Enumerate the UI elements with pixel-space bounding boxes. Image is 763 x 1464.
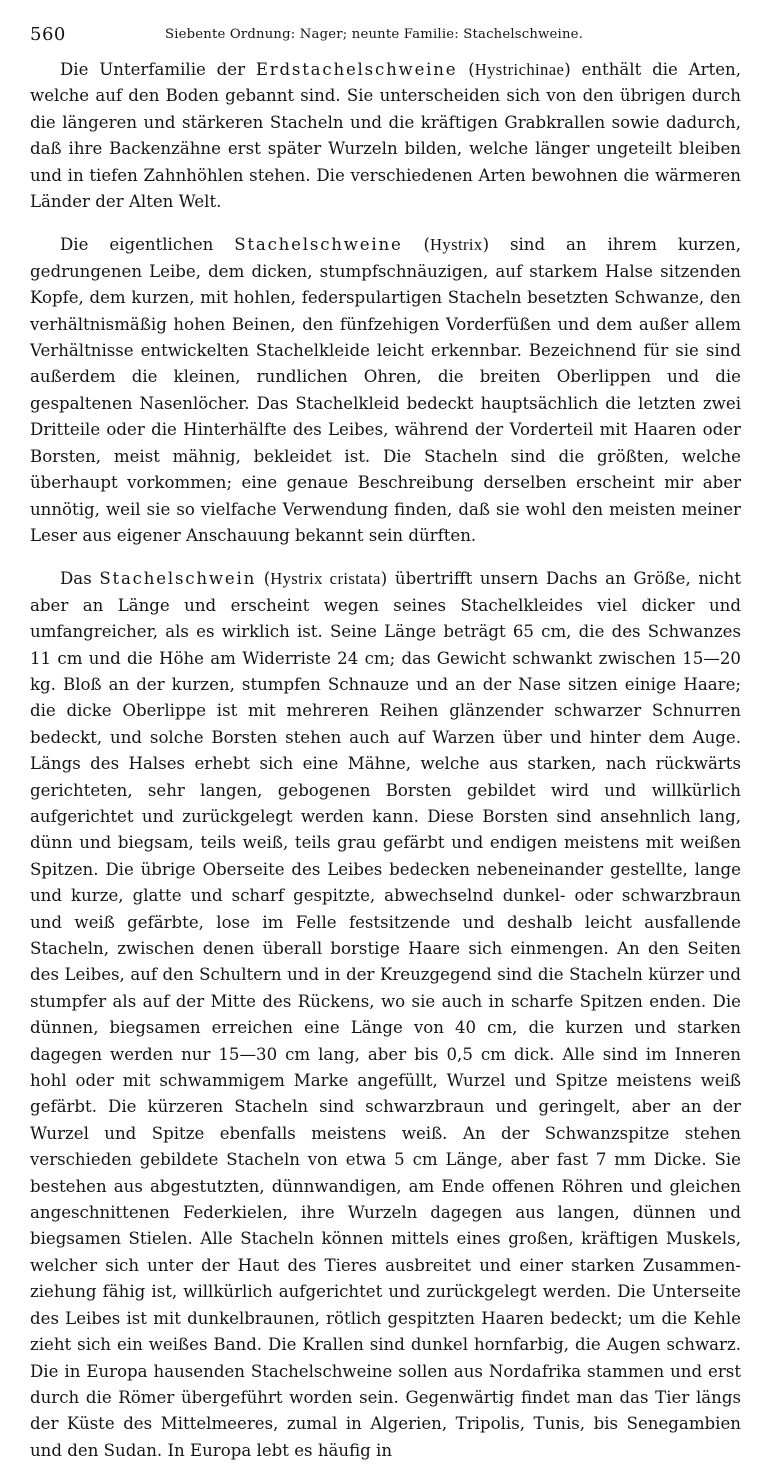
text-segment: ( [256,569,271,589]
page-number: 560 [30,24,66,45]
latin-name: Hystrix cristata [270,569,381,589]
term-emphasis: Stachelschwein [99,569,257,589]
text-segment: ( [402,235,430,255]
paragraph-hystrix [30,232,741,549]
paragraph-erdstachelschweine [30,57,741,215]
text-segment: ) enthält die Arten, welche auf den Boden gebannt sind. Sie unterscheiden sich von den übrigen durch die längeren und stärkeren Stacheln und die kräftigen Grabkrallen sowie dadurch, daß ihre Backenzähne erst später Wurzeln bilden, welche länger ungeteilt bleiben und in tiefen Zahnhöhlen stehen. Die verschiedenen Arten bewohnen die wärmeren Länder der Alten Welt. [30,60,741,212]
running-title: Siebente Ordnung: Nager; neunte Familie: Stachelschweine. [165,27,584,42]
text-segment: ( [457,60,475,79]
text-segment: ) übertrifft unsern Dachs an Größe, nicht aber an Länge und erscheint wegen seines Stachelkleides viel dicker und umfangreicher, als es wirklich ist. Seine Länge beträgt 65 cm, die des Schwanzes 11 cm und die Höhe am Widerriste 24 cm; das Gewicht schwankt zwischen 15—20 kg. Bloß an der kurzen, stumpfen Schnauze und an der Nase sitzen einige Haare; die dicke Oberlippe ist mit mehreren Reihen glänzender schwarzer Schnurren bedeckt, und solche Borsten stehen auch auf Warzen über und hinter dem Auge. Längs des Halses erhebt sich eine Mähne, welche aus starken, nach rückwärts gerichteten, sehr langen, gebogenen Borsten gebildet wird und willkürlich aufgerichtet und zurückgelegt werden kann. Diese Borsten sind ansehnlich lang, dünn und biegsam, teils weiß, teils grau gefärbt und endigen meistens mit weißen Spitzen. Die übrige Oberseite des Leibes bedecken nebeneinander gestellte, lange und kurze, glatte und scharf gespitzte, abwechselnd dunkel- oder schwarzbraun und weiß gefärbte, lose im Felle festsitzende und deshalb leicht ausfallende Stacheln, zwischen denen überall borstige Haare sich einmengen. An den Seiten des Leibes, auf den Schultern und in der Kreuzgegend sind die Stacheln kürzer und stumpfer als auf der Mitte des Rückens, wo sie auch in scharfe Spitzen enden. Die dünnen, biegsamen erreichen eine Länge von 40 cm, die kurzen und starken dagegen werden nur 15—30 cm lang, aber bis 0,5 cm dick. Alle sind im Inneren hohl oder mit schwammigem Marke angefüllt, Wurzel und Spitze meistens weiß gefärbt. Die kürzeren Stacheln sind schwarzbraun und geringelt, aber an der Wurzel und Spitze ebenfalls meistens weiß. An der Schwanzspitze stehen verschieden gebildete Stacheln von etwa 5 cm Länge, aber fast 7 mm Dicke. Sie bestehen aus abgestutzten, dünnwandigen, am Ende offenen Röhren und gleichen angeschnittenen Federkielen, ihre Wurzeln dagegen aus langen, dünnen und biegsamen Stielen. Alle Stacheln können mittels eines großen, kräftigen Muskels, welcher sich unter der Haut des Tieres ausbreitet und einer starken Zusammenziehung fähig ist, willkürlich aufgerichtet und zurückgelegt werden. Die Unterseite des Leibes ist mit dunkelbraunen, rötlich gespitzten Haaren bedeckt; um die Kehle zieht sich ein weißes Band. Die Krallen sind dunkel hornfarbig, die Augen schwarz. Die in Europa hausenden Stachelschweine sollen aus Nordafrika stammen und erst durch die Römer übergeführt worden sein. Gegenwärtig findet man das Tier längs der Küste des Mittelmeeres, zumal in Algerien, Tripolis, Tunis, bis Senegambien und den Sudan. In Europa lebt es häufig in [30,569,742,1460]
latin-name: Hystrichinae [474,60,565,79]
term-emphasis: Erdstachelschweine [255,60,458,79]
term-emphasis: Stachelschweine [234,235,403,255]
paragraph-hystrix-cristata [30,566,741,1464]
text-segment: Das [60,569,100,589]
text-segment: Die Unterfamilie der [60,60,256,79]
text-segment: Die eigentlichen [60,235,235,255]
body-text [30,57,741,1464]
text-segment: ) sind an ihrem kurzen, gedrungenen Leibe, dem dicken, stumpfschnäuzigen, auf starkem Halse sitzenden Kopfe, dem kurzen, mit hohlen, federspulartigen Stacheln besetzten Schwanze, den verhältnismäßig hohen Beinen, den fünfzehigen Vorderfüßen und dem außer allem Verhältnisse entwickelten Stachelkleide leicht erkennbar. Bezeichnend für sie sind außerdem die kleinen, rundlichen Ohren, die breiten Oberlippen und die gespaltenen Nasenlöcher. Das Stachelkleid bedeckt hauptsächlich die letzten zwei Dritteile oder die Hinterhälfte des Leibes, während der Vorderteil mit Haaren oder Borsten, meist mähnig, bekleidet ist. Die Stacheln sind die größten, welche überhaupt vorkommen; eine genaue Beschreibung derselben erscheint mir aber unnötig, weil sie so vielfache Verwendung finden, daß sie wohl den meisten meiner Leser aus eigener Anschauung bekannt sein dürften. [30,235,742,545]
page-header [30,20,733,50]
latin-name: Hystrix [430,235,483,255]
